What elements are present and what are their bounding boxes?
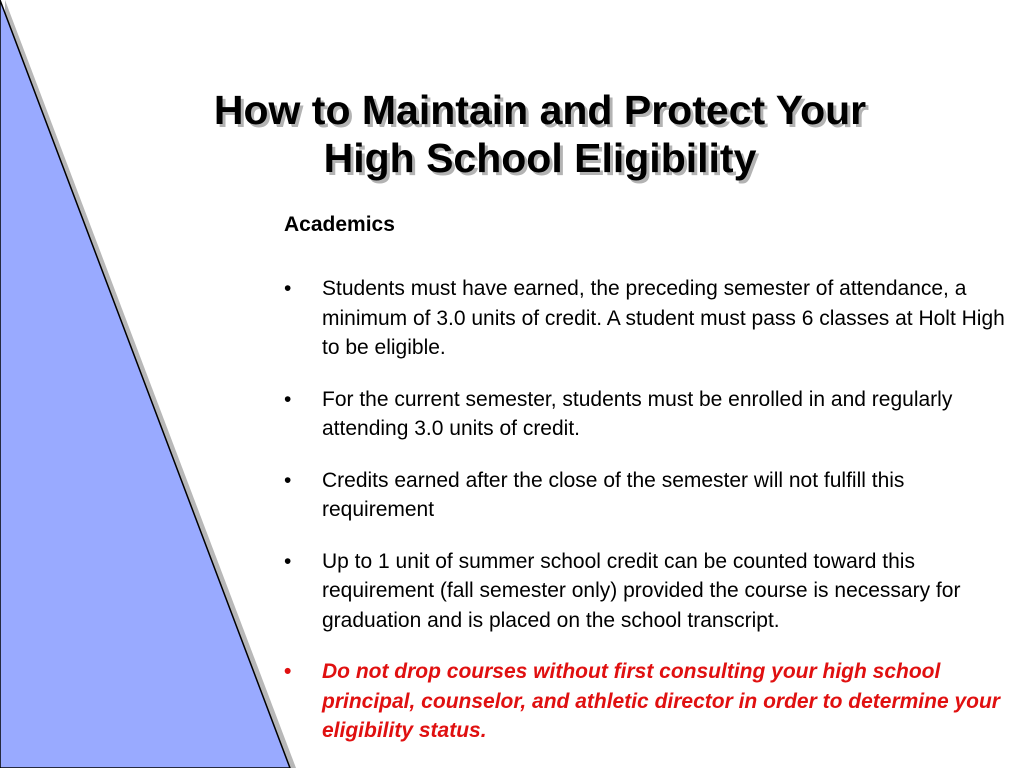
bullet-text: Up to 1 unit of summer school credit can be counted toward this requirement (fall semester only) provided the course is necessary for graduation and is placed on the school transcript.: [322, 549, 961, 632]
bullet-item: [284, 274, 1014, 363]
bullet-item: [284, 547, 1014, 636]
slide-title: [120, 86, 960, 182]
bullet-item: [284, 466, 1014, 525]
warning-bullet-item: [284, 657, 1014, 746]
title-line-2: High School Eligibility: [323, 135, 757, 181]
bullet-marker: •: [284, 277, 292, 300]
bullet-marker: •: [284, 387, 292, 411]
warning-bullet-text: Do not drop courses without first consulting your high school principal, counselor, and athletic director in order to determine your eligibility status.: [322, 660, 1000, 742]
bullet-marker: •: [284, 468, 292, 492]
bullet-text: Credits earned after the close of the semester will not fulfill this requirement: [322, 468, 905, 521]
bullet-marker: •: [284, 660, 292, 683]
bullet-text: For the current semester, students must be enrolled in and regularly attending 3.0 units of credit.: [322, 387, 953, 440]
bullet-marker: •: [284, 549, 292, 573]
bullet-list: [284, 274, 1014, 746]
title-line-1: How to Maintain and Protect Your: [213, 87, 867, 133]
bullet-text: Students must have earned, the preceding semester of attendance, a minimum of 3.0 units of credit. A student must pass 6 classes at Holt High to be eligible.: [322, 277, 1005, 359]
slide-content: [284, 212, 1014, 768]
bullet-item: [284, 385, 1014, 444]
section-heading: Academics: [284, 213, 395, 236]
